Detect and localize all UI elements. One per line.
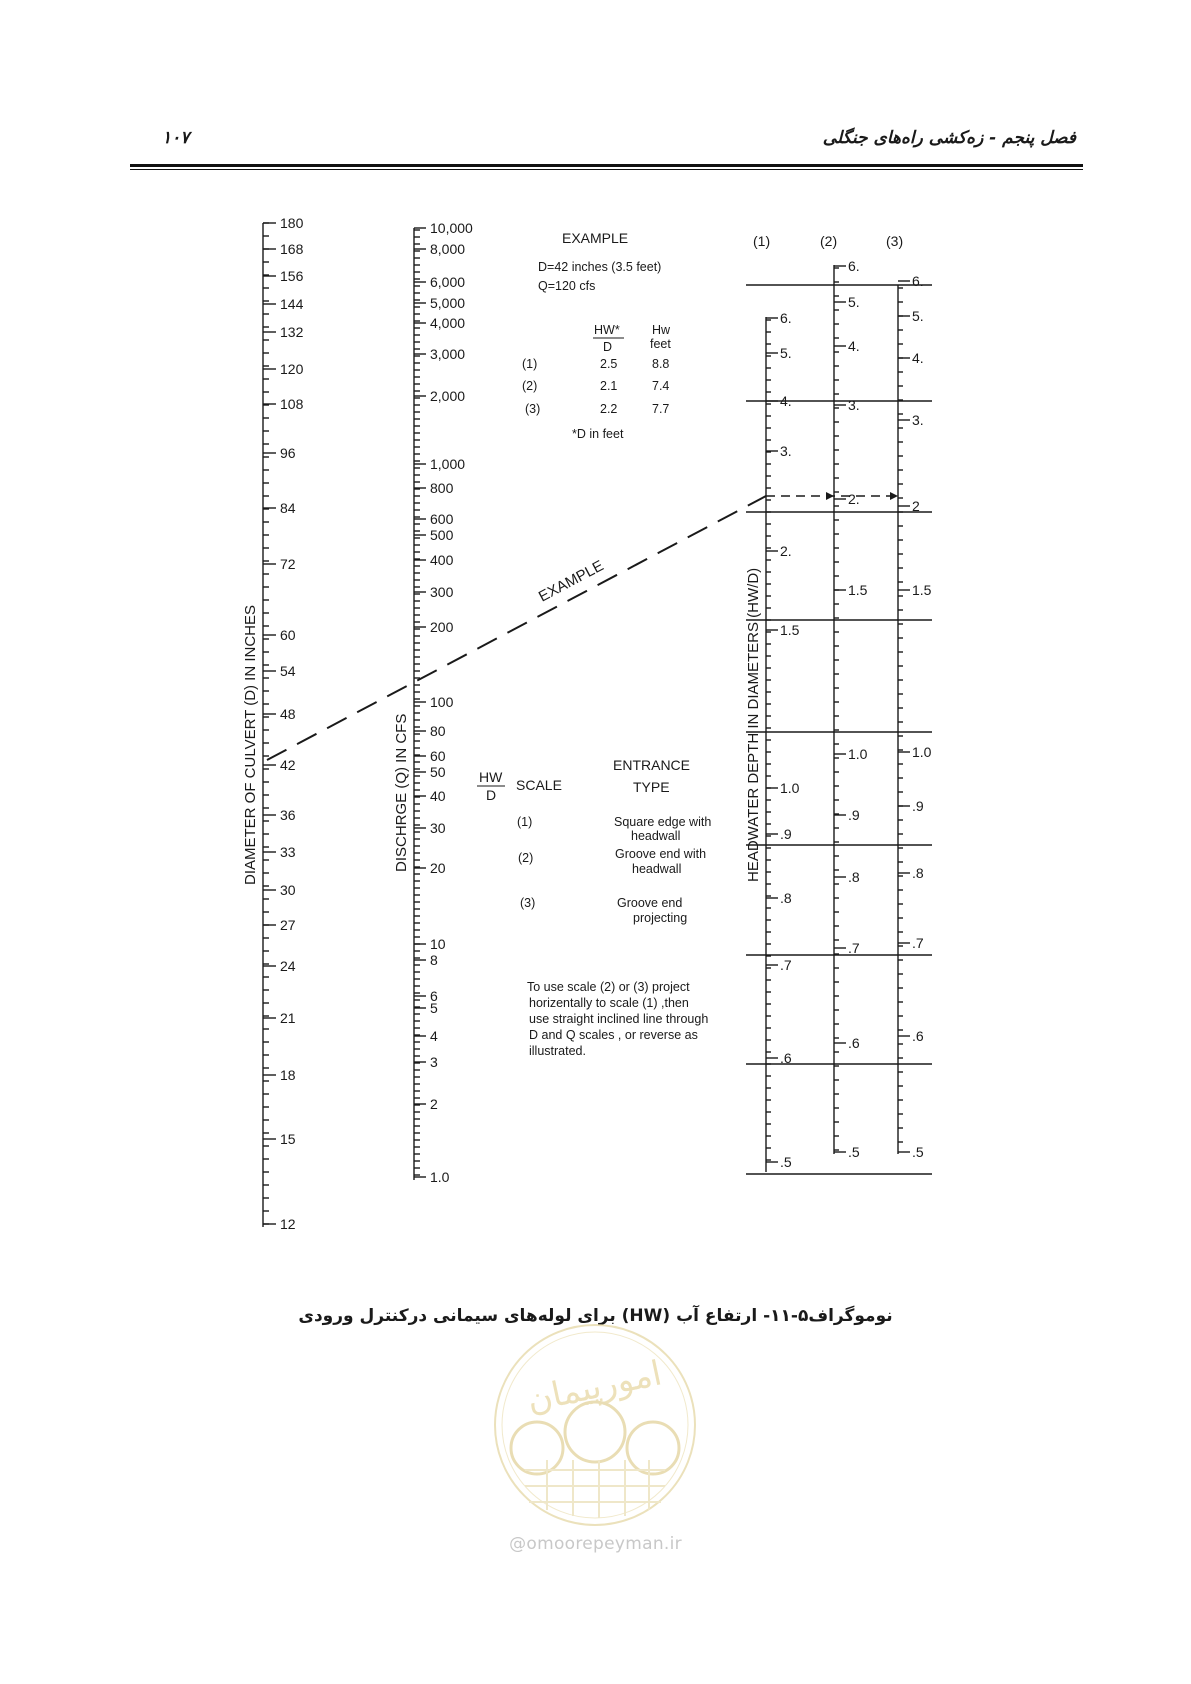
legend-row-1-num: (1) (517, 815, 533, 829)
hw-scale-3-tick-label: 4. (912, 350, 924, 366)
d-tick-label: 27 (280, 917, 296, 933)
legend-row-2-line-2: headwall (632, 862, 682, 876)
d-tick-label: 24 (280, 958, 296, 974)
q-tick-label: 6,000 (430, 274, 466, 290)
hw-scale-2-tick-label: .9 (848, 807, 860, 823)
d-tick-label: 33 (280, 844, 296, 860)
example-row-1-hwd: 2.5 (600, 357, 618, 371)
hw-scale-1-tick-label: 2. (780, 543, 792, 559)
hw-scale-3-tick-label: 3. (912, 412, 924, 428)
legend-note-line-1: To use scale (2) or (3) project (527, 980, 690, 994)
legend-frac-top: HW (479, 769, 503, 785)
example-footnote: *D in feet (572, 427, 624, 441)
entrance-legend (477, 757, 711, 1058)
d-tick-label: 30 (280, 882, 296, 898)
legend-note-line-4: D and Q scales , or reverse as (529, 1028, 698, 1042)
hw-scale-2-tick-label: 2. (848, 491, 860, 507)
hw-scale-3-tick-label: 2 (912, 498, 920, 514)
hw-scale-header-2: (2) (820, 233, 838, 249)
legend-row-3-line-1: Groove end (617, 896, 683, 910)
q-tick-label: 800 (430, 480, 454, 496)
hw-scale-3-tick-label: .7 (912, 935, 924, 951)
legend-entrance-2: TYPE (633, 779, 670, 795)
q-tick-label: 40 (430, 788, 446, 804)
figure-caption: نوموگراف۵-۱۱- ارتفاع آب (HW) برای لوله‌های سیمانی درکنترل ورودی (298, 1306, 893, 1326)
example-col2-head-top: Hw (652, 323, 671, 337)
hw-scale-1-tick-label: .5 (780, 1154, 792, 1170)
d-tick-label: 18 (280, 1067, 296, 1083)
hw-scale-2-tick-label: 5. (848, 294, 860, 310)
legend-row-3-num: (3) (520, 896, 536, 910)
legend-note-line-3: use straight inclined line through (529, 1012, 709, 1026)
q-tick-label: 5 (430, 1000, 438, 1016)
example-row-3-hw: 7.7 (652, 402, 670, 416)
d-tick-label: 168 (280, 241, 304, 257)
hw-scale-1-tick-label: .9 (780, 826, 792, 842)
legend-entrance-1: ENTRANCE (613, 757, 691, 773)
q-tick-label: 3,000 (430, 346, 466, 362)
q-tick-label: 30 (430, 820, 446, 836)
page-number: ۱۰۷ (162, 128, 190, 148)
q-tick-label: 60 (430, 748, 446, 764)
d-tick-label: 156 (280, 268, 304, 284)
d-tick-label: 54 (280, 663, 296, 679)
hw-scale-1-tick-label: .6 (780, 1050, 792, 1066)
example-row-2-hwd: 2.1 (600, 379, 618, 393)
q-tick-label: 2,000 (430, 388, 466, 404)
example-row-3-label: (3) (525, 402, 541, 416)
q-tick-label: 4,000 (430, 315, 466, 331)
legend-row-1-line-1: Square edge with (614, 815, 712, 829)
example-line-label: EXAMPLE (535, 557, 607, 606)
legend-note-line-2: horizentally to scale (1) ,then (529, 996, 689, 1010)
q-tick-label: 3 (430, 1054, 438, 1070)
legend-row-2-num: (2) (518, 851, 534, 865)
hw-scale-1-tick-label: 1.0 (780, 780, 800, 796)
q-axis-labels (430, 220, 473, 1185)
d-tick-label: 144 (280, 296, 304, 312)
hw-scale-header-1: (1) (753, 233, 771, 249)
example-col-head-bottom: D (603, 340, 613, 354)
example-row-2-hw: 7.4 (652, 379, 670, 393)
example-box (522, 230, 671, 441)
example-dashed-line (267, 496, 896, 760)
hw-scale-3-tick-label: .5 (912, 1144, 924, 1160)
hw-scale-1-tick-label: .8 (780, 890, 792, 906)
hw-scale-1-tick-label: 5. (780, 345, 792, 361)
at-icon: @ (509, 1534, 527, 1554)
d-tick-label: 42 (280, 757, 296, 773)
q-tick-label: 400 (430, 552, 454, 568)
hw-scale-2-tick-label: 1.0 (848, 746, 868, 762)
legend-row-2-line-1: Groove end with (615, 847, 707, 861)
q-tick-label: 2 (430, 1096, 438, 1112)
hw-scale-3-tick-label: 5. (912, 308, 924, 324)
chapter-title: فصل پنجم - زه‌کشی راه‌های جنگلی (822, 128, 1076, 148)
example-title: EXAMPLE (562, 230, 629, 246)
q-tick-label: 10 (430, 936, 446, 952)
hw-scale-3-tick-label: .6 (912, 1028, 924, 1044)
q-tick-label: 10,000 (430, 220, 473, 236)
example-row-1-label: (1) (522, 357, 538, 371)
example-row-1-hw: 8.8 (652, 357, 670, 371)
example-line-2: Q=120 cfs (538, 279, 596, 293)
hw-scale-2-tick-label: 3. (848, 397, 860, 413)
q-tick-label: 50 (430, 764, 446, 780)
hw-axis-title: HEADWATER DEPTH IN DIAMETERS (HW/D) (745, 567, 762, 882)
example-col-head-top: HW* (594, 323, 620, 337)
legend-scale-label: SCALE (516, 777, 562, 793)
hw-scale-3-tick-label: 1.5 (912, 582, 932, 598)
d-tick-label: 120 (280, 361, 304, 377)
example-row-2-label: (2) (522, 379, 538, 393)
hw-scale-labels (780, 258, 932, 1170)
d-tick-label: 180 (280, 215, 304, 231)
q-tick-label: 600 (430, 511, 454, 527)
q-tick-label: 8,000 (430, 241, 466, 257)
q-axis-title: DISCHRGE (Q) IN CFS (393, 713, 410, 872)
d-axis-title: DIAMETER OF CULVERT (D) IN INCHES (242, 604, 259, 885)
d-tick-label: 48 (280, 706, 296, 722)
hw-scale-2-tick-label: .5 (848, 1144, 860, 1160)
hw-scale-1-tick-label: .7 (780, 957, 792, 973)
d-axis-labels (280, 215, 304, 1232)
q-tick-label: 1,000 (430, 456, 466, 472)
q-tick-label: 100 (430, 694, 454, 710)
watermark-site: @omoorepeyman.ir (509, 1534, 682, 1554)
example-col2-head-bottom: feet (650, 337, 671, 351)
q-axis (414, 228, 426, 1180)
q-tick-label: 200 (430, 619, 454, 635)
d-tick-label: 96 (280, 445, 296, 461)
hw-scale-3-tick-label: 1.0 (912, 744, 932, 760)
hw-scale-2-tick-label: .8 (848, 869, 860, 885)
hw-scale-2-tick-label: 1.5 (848, 582, 868, 598)
example-line-1: D=42 inches (3.5 feet) (538, 260, 662, 274)
q-tick-label: 1.0 (430, 1169, 450, 1185)
q-tick-label: 80 (430, 723, 446, 739)
d-tick-label: 108 (280, 396, 304, 412)
watermark-logo (485, 1320, 705, 1530)
d-tick-label: 132 (280, 324, 304, 340)
hw-scale-1-tick-label: 4. (780, 393, 792, 409)
d-tick-label: 84 (280, 500, 296, 516)
hw-scale-3-tick-label: .9 (912, 798, 924, 814)
d-tick-label: 36 (280, 807, 296, 823)
d-tick-label: 60 (280, 627, 296, 643)
hw-scale-2-tick-label: 6. (848, 258, 860, 274)
q-tick-label: 300 (430, 584, 454, 600)
hw-scale-2-tick-label: .7 (848, 940, 860, 956)
watermark-logo-text: امورپیمان (523, 1353, 666, 1421)
legend-frac-bottom: D (486, 787, 497, 803)
legend-row-1-line-2: headwall (631, 829, 681, 843)
q-tick-label: 5,000 (430, 295, 466, 311)
hw-scale-header-3: (3) (886, 233, 904, 249)
hw-scale-2-tick-label: .6 (848, 1035, 860, 1051)
legend-note-line-5: illustrated. (529, 1044, 586, 1058)
hw-scale-1-tick-label: 3. (780, 443, 792, 459)
example-row-3-hwd: 2.2 (600, 402, 618, 416)
hw-scale-3-tick-label: .8 (912, 865, 924, 881)
hw-scale-2-tick-label: 4. (848, 338, 860, 354)
d-tick-label: 21 (280, 1010, 296, 1026)
q-tick-label: 4 (430, 1028, 438, 1044)
hw-scale-1-tick-label: 1.5 (780, 622, 800, 638)
d-axis (263, 223, 276, 1227)
d-tick-label: 12 (280, 1216, 296, 1232)
hw-scale-1-tick-label: 6. (780, 310, 792, 326)
q-tick-label: 6 (430, 988, 438, 1004)
legend-row-3-line-2: projecting (633, 911, 688, 925)
q-tick-label: 20 (430, 860, 446, 876)
q-tick-label: 500 (430, 527, 454, 543)
hw-scale-3-tick-label: 6. (912, 273, 924, 289)
d-tick-label: 72 (280, 556, 296, 572)
q-tick-label: 8 (430, 952, 438, 968)
d-tick-label: 15 (280, 1131, 296, 1147)
